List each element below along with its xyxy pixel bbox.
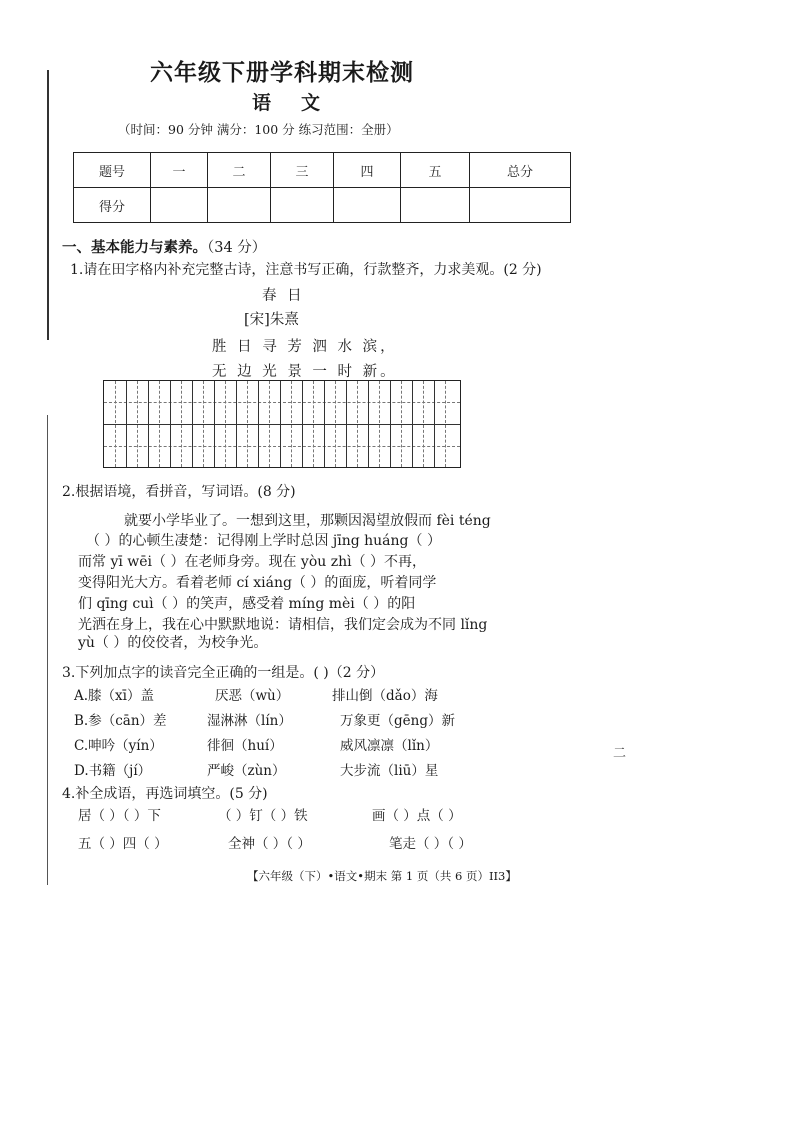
idiom-blank[interactable]: 五（ ）四（ ） [78, 836, 168, 852]
paragraph-line: 而常 yī wēi（ ）在老师身旁。现在 yòu zhì（ ）不再， [78, 554, 427, 570]
option-a-3: 排山倒（dǎo）海 [332, 688, 438, 704]
paragraph-line: 就要小学毕业了。一想到这里，那颗因渴望放假而 fèi téng [124, 513, 491, 529]
score-table [73, 152, 571, 223]
option-b-3: 万象更（gēng）新 [340, 713, 455, 729]
table-row [74, 153, 571, 188]
tianzige-grid[interactable] [103, 380, 461, 468]
table-cell: 二 [208, 153, 271, 188]
question-3: 3.下列加点字的读音完全正确的一组是。( )（2 分） [62, 665, 385, 681]
page-title: 六年级下册学科期末检测 [150, 59, 414, 86]
question-4: 4.补全成语，再选词填空。(5 分) [62, 786, 268, 802]
page-footer: 【六年级（下）•语文•期末 第 1 页（共 6 页）II3】 [247, 869, 517, 883]
paragraph-line: 们 qīng cuì（ ）的笑声，感受着 míng mèi（ ）的阳 [78, 596, 416, 612]
paragraph-line: yù（ ）的佼佼者，为校争光。 [78, 635, 268, 651]
table-row [74, 188, 571, 223]
option-c-1[interactable]: C.呻吟（yín） [74, 738, 163, 754]
idiom-blank[interactable]: 画（ ）点（ ） [372, 808, 462, 824]
option-b-1[interactable]: B.参（cān）差 [74, 713, 167, 729]
option-b-2: 湿淋淋（lín） [207, 713, 292, 729]
table-cell: 总分 [470, 153, 571, 188]
next-page-edge-mark: 二 [613, 746, 627, 761]
option-a-2: 厌恶（wù） [215, 688, 290, 704]
option-c-2: 徘徊（huí） [207, 738, 283, 754]
option-d-3: 大步流（liū）星 [340, 763, 439, 779]
idiom-blank[interactable]: 全神（ ）（ ） [228, 836, 311, 852]
score-input-cell[interactable] [334, 188, 401, 223]
table-cell: 四 [334, 153, 401, 188]
poem-line-1: 胜 日 寻 芳 泗 水 滨， [212, 339, 398, 355]
score-input-cell[interactable] [271, 188, 334, 223]
table-cell: 得分 [74, 188, 151, 223]
table-cell: 一 [151, 153, 208, 188]
paragraph-line: 光洒在身上，我在心中默默地说：请相信，我们定会成为不同 lǐng [78, 617, 488, 633]
binding-line [47, 70, 49, 340]
paragraph-line: （ ）的心顿生凄楚：记得刚上学时总因 jīng huáng（ ） [86, 533, 441, 549]
table-cell: 五 [401, 153, 470, 188]
score-input-cell[interactable] [470, 188, 571, 223]
score-input-cell[interactable] [401, 188, 470, 223]
idiom-blank[interactable]: 笔走（ ）（ ） [389, 836, 472, 852]
question-2: 2.根据语境，看拼音，写词语。(8 分) [62, 484, 296, 500]
exam-info: （时间：90 分钟 满分：100 分 练习范围：全册） [118, 122, 399, 137]
poem-title: 春 日 [262, 288, 305, 304]
option-c-3: 威风凛凛（lǐn） [340, 738, 439, 754]
question-1: 1.请在田字格内补充完整古诗，注意书写正确，行款整齐，力求美观。(2 分) [70, 262, 542, 278]
idiom-blank[interactable]: （ ）钉（ ）铁 [218, 808, 308, 824]
poem-line-2: 无 边 光 景 一 时 新。 [212, 364, 398, 380]
option-d-2: 严峻（zùn） [207, 763, 286, 779]
option-a-1[interactable]: A.膝（xī）盖 [74, 688, 154, 704]
subject-title: 语 文 [252, 92, 321, 114]
paragraph-line: 变得阳光大方。看着老师 cí xiáng（ ）的面庞，听着同学 [78, 575, 437, 591]
binding-line-lower [47, 415, 48, 885]
idiom-blank[interactable]: 居（ ）（ ）下 [78, 808, 161, 824]
score-input-cell[interactable] [208, 188, 271, 223]
table-cell: 题号 [74, 153, 151, 188]
section-heading: 一、基本能力与素养。（34 分） [62, 239, 267, 256]
option-d-1[interactable]: D.书籍（jí） [74, 763, 152, 779]
poem-author: [宋]朱熹 [244, 312, 299, 328]
table-cell: 三 [271, 153, 334, 188]
score-input-cell[interactable] [151, 188, 208, 223]
